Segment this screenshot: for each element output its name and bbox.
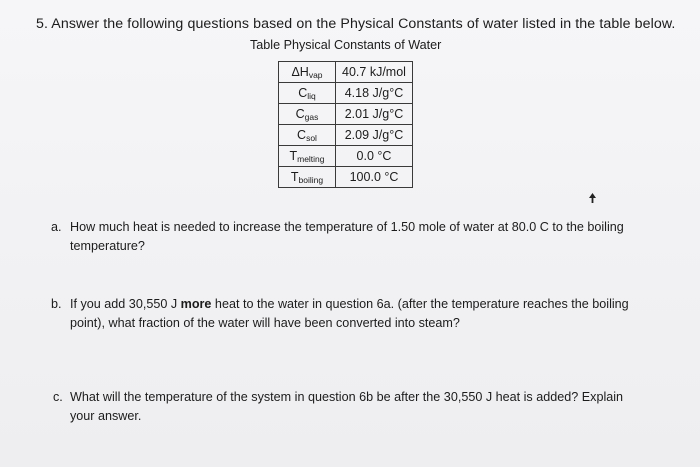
symbol-cell: Csol xyxy=(279,125,336,146)
table-row xyxy=(279,146,413,167)
emphasis-more: more xyxy=(180,297,212,311)
table-row xyxy=(279,83,413,104)
table-row xyxy=(279,62,413,83)
mouse-cursor-icon xyxy=(589,193,596,205)
question-a-marker: a. xyxy=(51,220,62,234)
question-c-text: What will the temperature of the system in question 6b be after the 30,550 J heat is added? Explain your answer. xyxy=(70,390,624,423)
table-row xyxy=(279,104,413,125)
question-b-text: If you add 30,550 J more heat to the water in question 6a. (after the temperature reaches the boiling point), what fraction of the water will have been converted into steam? xyxy=(70,297,629,330)
question-5-header: 5. Answer the following questions based on the Physical Constants of water listed in the table below. xyxy=(36,16,676,32)
symbol-cell: Tboiling xyxy=(279,167,336,188)
value-cell: 4.18 J/g°C xyxy=(336,83,413,104)
value-cell: 2.01 J/g°C xyxy=(336,104,413,125)
value-cell: 100.0 °C xyxy=(336,167,413,188)
question-b-marker: b. xyxy=(51,297,62,311)
table-row xyxy=(279,125,413,146)
value-cell: 0.0 °C xyxy=(336,146,413,167)
question-c-marker: c. xyxy=(53,390,63,404)
constants-table xyxy=(278,61,413,188)
symbol-cell: Cgas xyxy=(279,104,336,125)
value-cell: 2.09 J/g°C xyxy=(336,125,413,146)
table-row xyxy=(279,167,413,188)
value-cell: 40.7 kJ/mol xyxy=(336,62,413,83)
symbol-cell: Cliq xyxy=(279,83,336,104)
symbol-cell: Tmelting xyxy=(279,146,336,167)
symbol-cell: ΔHvap xyxy=(279,62,336,83)
question-a-text: How much heat is needed to increase the temperature of 1.50 mole of water at 80.0 C to the boiling temperature? xyxy=(70,220,624,253)
table-title: Table Physical Constants of Water xyxy=(250,38,442,52)
